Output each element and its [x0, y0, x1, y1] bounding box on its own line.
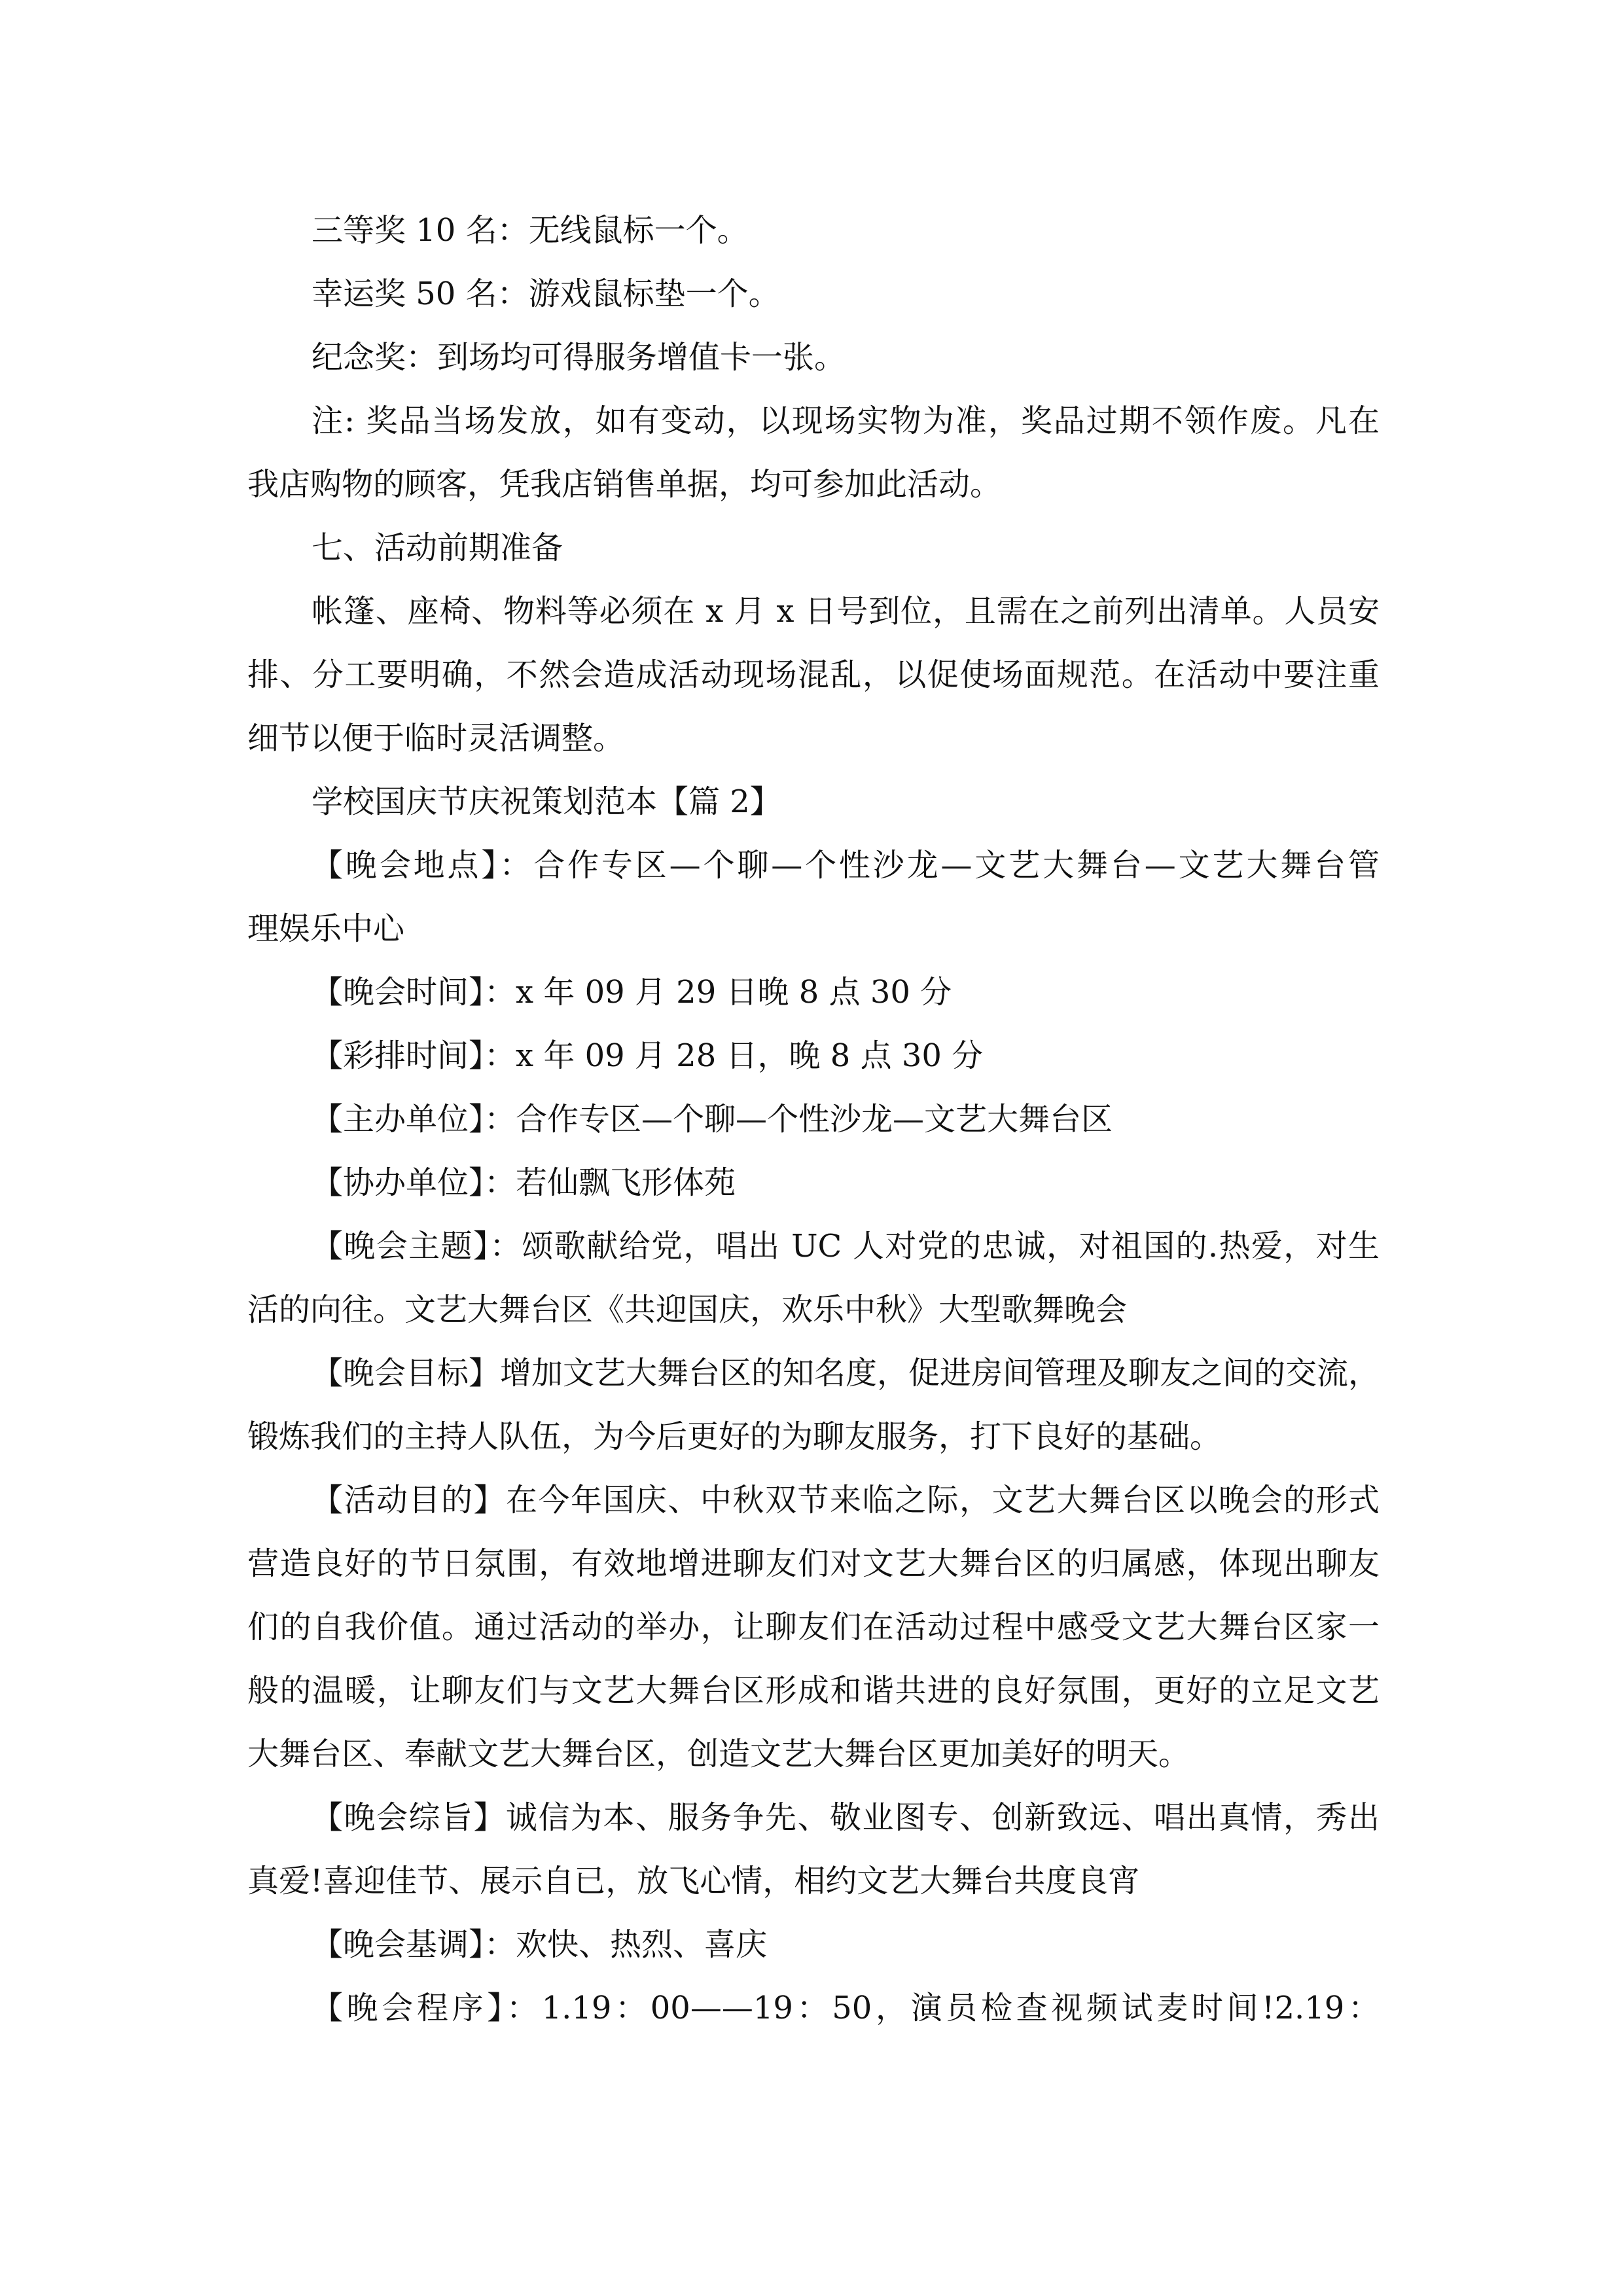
section7-line3: 细节以便于临时灵活调整。: [247, 720, 625, 757]
prize-note-line1: 注: 奖品当场发放，如有变动，以现场实物为准，奖品过期不领作废。凡在: [312, 403, 1380, 439]
party-program: 【晚会程序】：1.19：00——19：50，演员检查视频试麦时间!2.19：: [312, 1990, 1380, 2026]
venue-line2: 理娱乐中心: [247, 910, 405, 947]
goal-line1: 【晚会目标】增加文艺大舞台区的知名度，促进房间管理及聊友之间的交流，: [312, 1355, 1380, 1391]
theme-line2: 活的向往。文艺大舞台区《共迎国庆，欢乐中秋》大型歌舞晚会: [247, 1291, 1128, 1328]
party-time: 【晚会时间】：x 年 09 月 29 日晚 8 点 30 分: [312, 974, 952, 1011]
goal-line2: 锻炼我们的主持人队伍，为今后更好的为聊友服务，打下良好的基础。: [247, 1418, 1222, 1455]
section7-line2: 排、分工要明确，不然会造成活动现场混乱，以促使场面规范。在活动中要注重: [247, 656, 1380, 693]
purpose-line2: 营造良好的节日氛围，有效地增进聊友们对文艺大舞台区的归属感，体现出聊友: [247, 1545, 1380, 1582]
prize-souvenir: 纪念奖：到场均可得服务增值卡一张。: [312, 339, 846, 376]
purpose-line3: 们的自我价值。通过活动的举办，让聊友们在活动过程中感受文艺大舞台区家一: [247, 1609, 1380, 1645]
purpose-line4: 般的温暖，让聊友们与文艺大舞台区形成和谐共进的良好氛围，更好的立足文艺: [247, 1672, 1380, 1709]
section7-heading: 七、活动前期准备: [312, 529, 563, 566]
section7-line1: 帐篷、座椅、物料等必须在 x 月 x 日号到位，且需在之前列出清单。人员安: [312, 593, 1380, 630]
purpose-line5: 大舞台区、奉献文艺大舞台区，创造文艺大舞台区更加美好的明天。: [247, 1736, 1190, 1772]
prize-lucky: 幸运奖 50 名：游戏鼠标垫一个。: [312, 276, 780, 312]
venue-line1: 【晚会地点】：合作专区—个聊—个性沙龙—文艺大舞台—文艺大舞台管: [312, 847, 1380, 884]
purpose-line1: 【活动目的】在今年国庆、中秋双节来临之际，文艺大舞台区以晚会的形式: [312, 1482, 1380, 1518]
part2-title: 学校国庆节庆祝策划范本【篇 2】: [312, 783, 781, 820]
rehearsal-time: 【彩排时间】：x 年 09 月 28 日，晚 8 点 30 分: [312, 1037, 984, 1074]
party-tone: 【晚会基调】：欢快、热烈、喜庆: [312, 1926, 768, 1963]
cohost-unit: 【协办单位】：若仙飘飞形体苑: [312, 1164, 736, 1201]
tenet-line1: 【晚会综旨】诚信为本、服务争先、敬业图专、创新致远、唱出真情，秀出: [312, 1799, 1380, 1836]
host-unit: 【主办单位】：合作专区—个聊—个性沙龙—文艺大舞台区: [312, 1101, 1113, 1138]
theme-line1: 【晚会主题】：颂歌献给党，唱出 UC 人对党的忠诚，对祖国的.热爱，对生: [312, 1228, 1380, 1265]
prize-third: 三等奖 10 名：无线鼠标一个。: [312, 212, 749, 249]
tenet-line2: 真爱!喜迎佳节、展示自已，放飞心情，相约文艺大舞台共度良宵: [247, 1863, 1140, 1899]
prize-note-line2: 我店购物的顾客，凭我店销售单据，均可参加此活动。: [247, 466, 1002, 503]
